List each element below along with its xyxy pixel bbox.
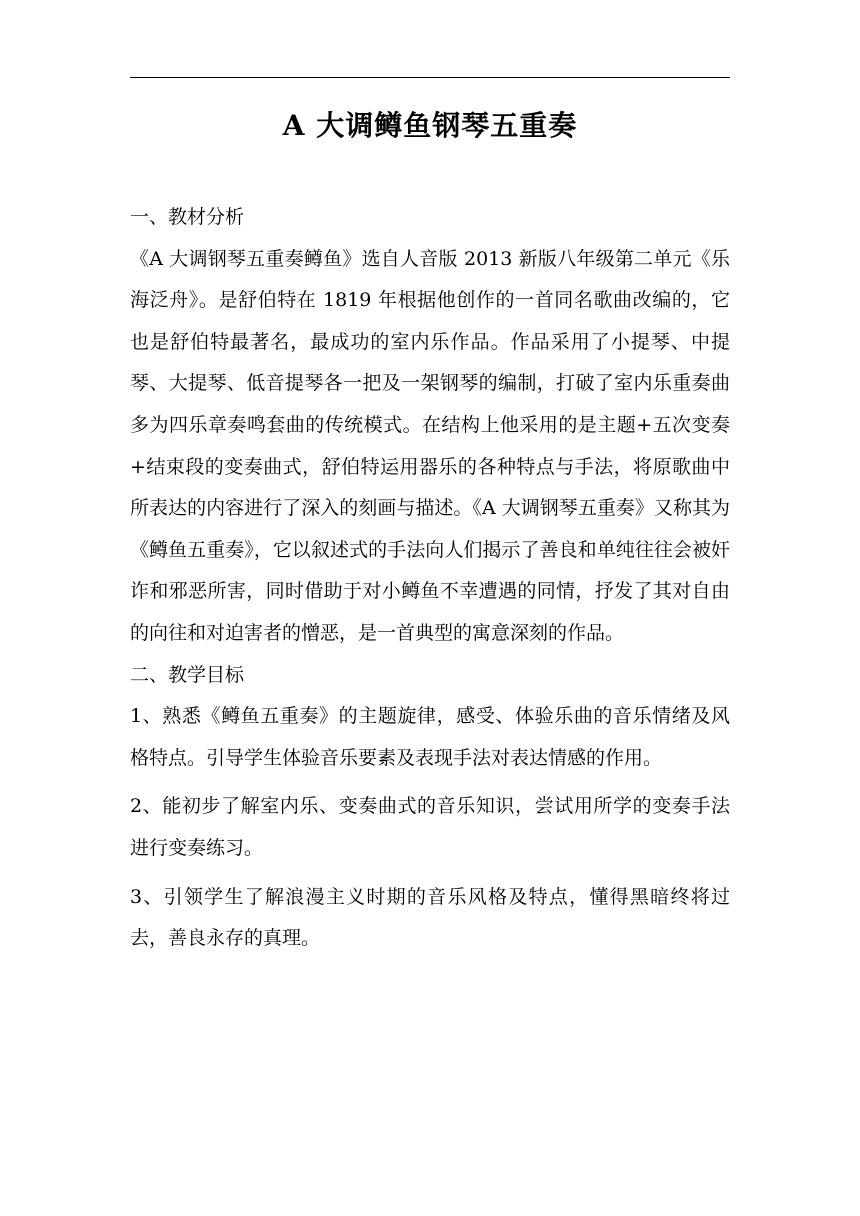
section-heading-analysis: 一、教材分析 [130,206,245,228]
objective-item-1: 1、熟悉《鳟鱼五重奏》的主题旋律，感受、体验乐曲的音乐情绪及风格特点。引导学生体验音乐要素及表现手法对表达情感的作用。 [130,705,730,769]
document-body [130,197,730,960]
section-heading-objectives: 二、教学目标 [130,663,245,686]
analysis-paragraph: 《A 大调钢琴五重奏鳟鱼》选自人音版 2013 新版八年级第二单元《乐海泛舟》。是舒伯特在 1819 年根据他创作的一首同名歌曲改编的，它也是舒伯特最著名，最成功的室内乐作品。作品采用了小提琴、中提琴、大提琴、低音提琴各一把及一架钢琴的编制，打破了室内乐重奏曲多为四乐章奏鸣套曲的传统模式。在结构上他采用的是主题+五次变奏+结束段的变奏曲式，舒伯特运用器乐的各种特点与手法，将原歌曲中所表达的内容进行了深入的刻画与描述。《A 大调钢琴五重奏》又称其为《鳟鱼五重奏》，它以叙述式的手法向人们揭示了善良和单纯往往会被奸诈和邪恶所害，同时借助于对小鳟鱼不幸遭遇的同情，抒发了其对自由的向往和对迫害者的憎恶，是一首典型的寓意深刻的作品。 [130,247,730,644]
objective-item-3: 3、引领学生了解浪漫主义时期的音乐风格及特点，懂得黑暗终将过去，善良永存的真理。 [130,885,730,950]
objective-item-2: 2、能初步了解室内乐、变奏曲式的音乐知识，尝试用所学的变奏手法进行变奏练习。 [130,795,730,859]
header-rule [130,77,730,78]
document-title: A 大调鳟鱼钢琴五重奏 [282,109,578,142]
